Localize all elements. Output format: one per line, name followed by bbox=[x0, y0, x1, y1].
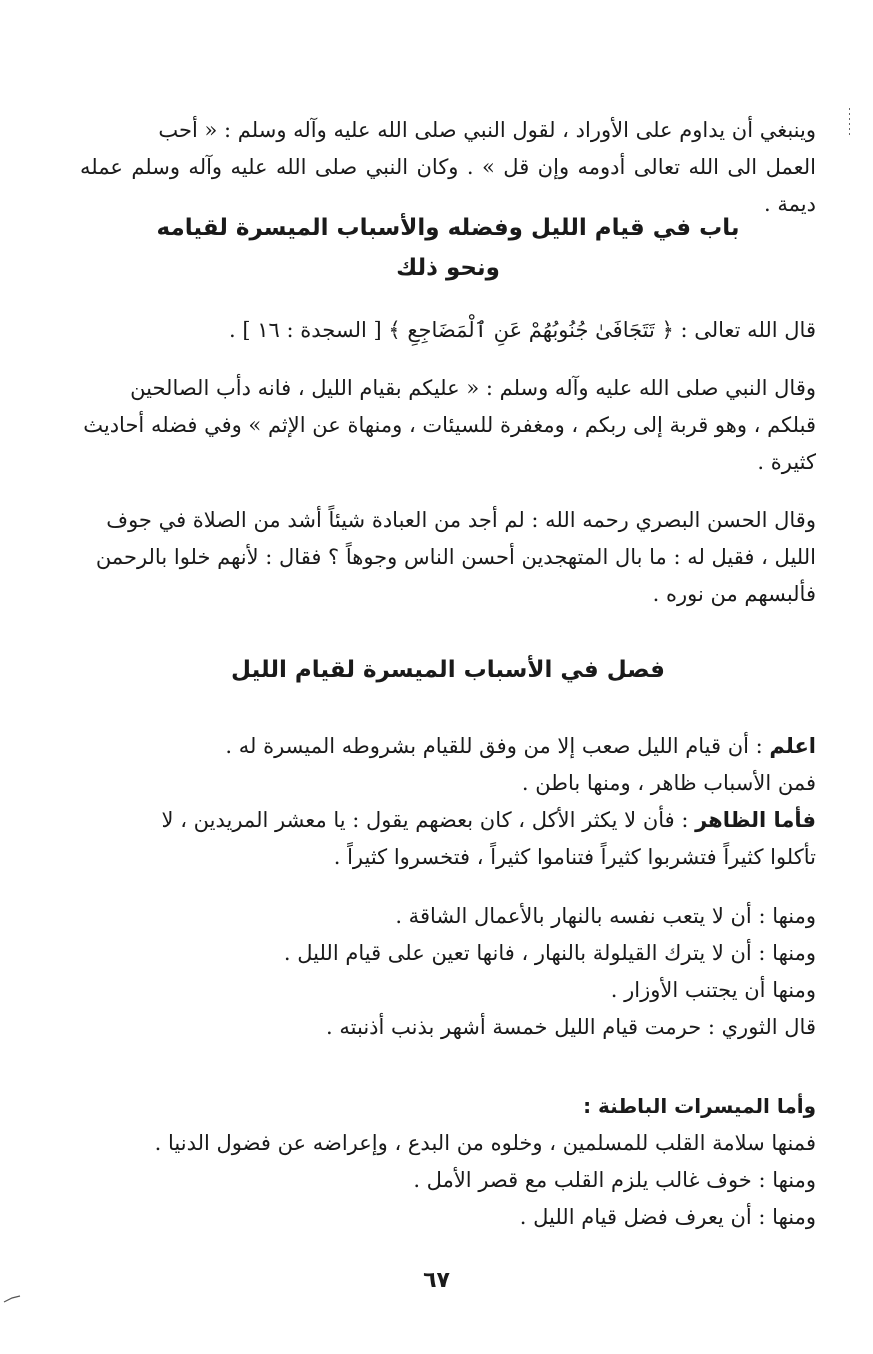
outward-line-1 bbox=[80, 802, 816, 839]
know-text: : أن قيام الليل صعب إلا من وفق للقيام بشروطه الميسرة له . bbox=[225, 734, 770, 758]
outward-text: : فأن لا يكثر الأكل ، كان بعضهم يقول : يا معشر المريدين ، لا bbox=[161, 808, 696, 832]
inward-heading: وأما الميسرات الباطنة : bbox=[583, 1094, 816, 1118]
chapter-title-line-2: ونحو ذلك bbox=[396, 255, 500, 281]
causes-line: فمن الأسباب ظاهر ، ومنها باطن . bbox=[521, 771, 816, 795]
hadith-paragraph bbox=[80, 370, 816, 481]
chapter-title-line-1: باب في قيام الليل وفضله والأسباب الميسرة لقيامه bbox=[156, 215, 740, 241]
hadith-line-3: كثيرة . bbox=[757, 450, 816, 474]
list-item: ومنها أن يجتنب الأوزار . bbox=[610, 978, 816, 1002]
corner-smudge bbox=[2, 1290, 28, 1306]
list-item: فمنها سلامة القلب للمسلمين ، وخلوه من البدع ، وإعراضه عن فضول الدنيا . bbox=[154, 1131, 816, 1155]
hadith-line-1: وقال النبي صلى الله عليه وآله وسلم : « عليكم بقيام الليل ، فانه دأب الصالحين bbox=[130, 376, 816, 400]
intro-line-2: العمل الى الله تعالى أدومه وإن قل » . وكان النبي صلى الله عليه وآله وسلم عمله ديمة . bbox=[80, 155, 816, 216]
hasan-line-2: الليل ، فقيل له : ما بال المتهجدين أحسن الناس وجوهاً ؟ فقال : لأنهم خلوا بالرحمن bbox=[95, 545, 816, 569]
intro-line-1: وينبغي أن يداوم على الأوراد ، لقول النبي صلى الله عليه وآله وسلم : « أحب bbox=[158, 118, 816, 142]
intro-paragraph bbox=[80, 112, 816, 223]
section-intro bbox=[80, 728, 816, 876]
hadith-line-2: قبلكم ، وهو قربة إلى ربكم ، ومغفرة للسيئات ، ومنهاة عن الإثم » وفي فضله أحاديث bbox=[83, 413, 816, 437]
outward-label: فأما الظاهر bbox=[695, 808, 816, 832]
chapter-title bbox=[80, 208, 816, 288]
outward-list bbox=[80, 898, 816, 1046]
list-item: ومنها : أن لا يترك القيلولة بالنهار ، فانها تعين على قيام الليل . bbox=[283, 941, 816, 965]
outward-line-2: تأكلوا كثيراً فتشربوا كثيراً فتناموا كثيراً ، فتخسروا كثيراً . bbox=[333, 845, 816, 869]
list-item: ومنها : أن لا يتعب نفسه بالنهار بالأعمال الشاقة . bbox=[395, 904, 816, 928]
section-title: فصل في الأسباب الميسرة لقيام الليل bbox=[231, 657, 665, 683]
list-item: ومنها : خوف غالب يلزم القلب مع قصر الأمل . bbox=[413, 1168, 816, 1192]
quran-verse: قال الله تعالى : ﴿ تَتَجَافَىٰ جُنُوبُهُمْ عَنِ ٱلْمَضَاجِعِ ﴾ [ السجدة : ١٦ ] . bbox=[229, 318, 816, 342]
hasan-line-3: فألبسهم من نوره . bbox=[652, 582, 816, 606]
page-number: ٦٧ bbox=[423, 1268, 450, 1293]
list-item: قال الثوري : حرمت قيام الليل خمسة أشهر بذنب أذنبته . bbox=[326, 1015, 816, 1039]
inward-section bbox=[80, 1088, 816, 1236]
margin-mark bbox=[848, 108, 851, 138]
know-line bbox=[80, 728, 816, 765]
know-label: اعلم bbox=[769, 734, 816, 758]
hasan-line-1: وقال الحسن البصري رحمه الله : لم أجد من العبادة شيئاً أشد من الصلاة في جوف bbox=[106, 508, 816, 532]
list-item: ومنها : أن يعرف فضل قيام الليل . bbox=[519, 1205, 816, 1229]
hasan-basri-paragraph bbox=[80, 502, 816, 613]
